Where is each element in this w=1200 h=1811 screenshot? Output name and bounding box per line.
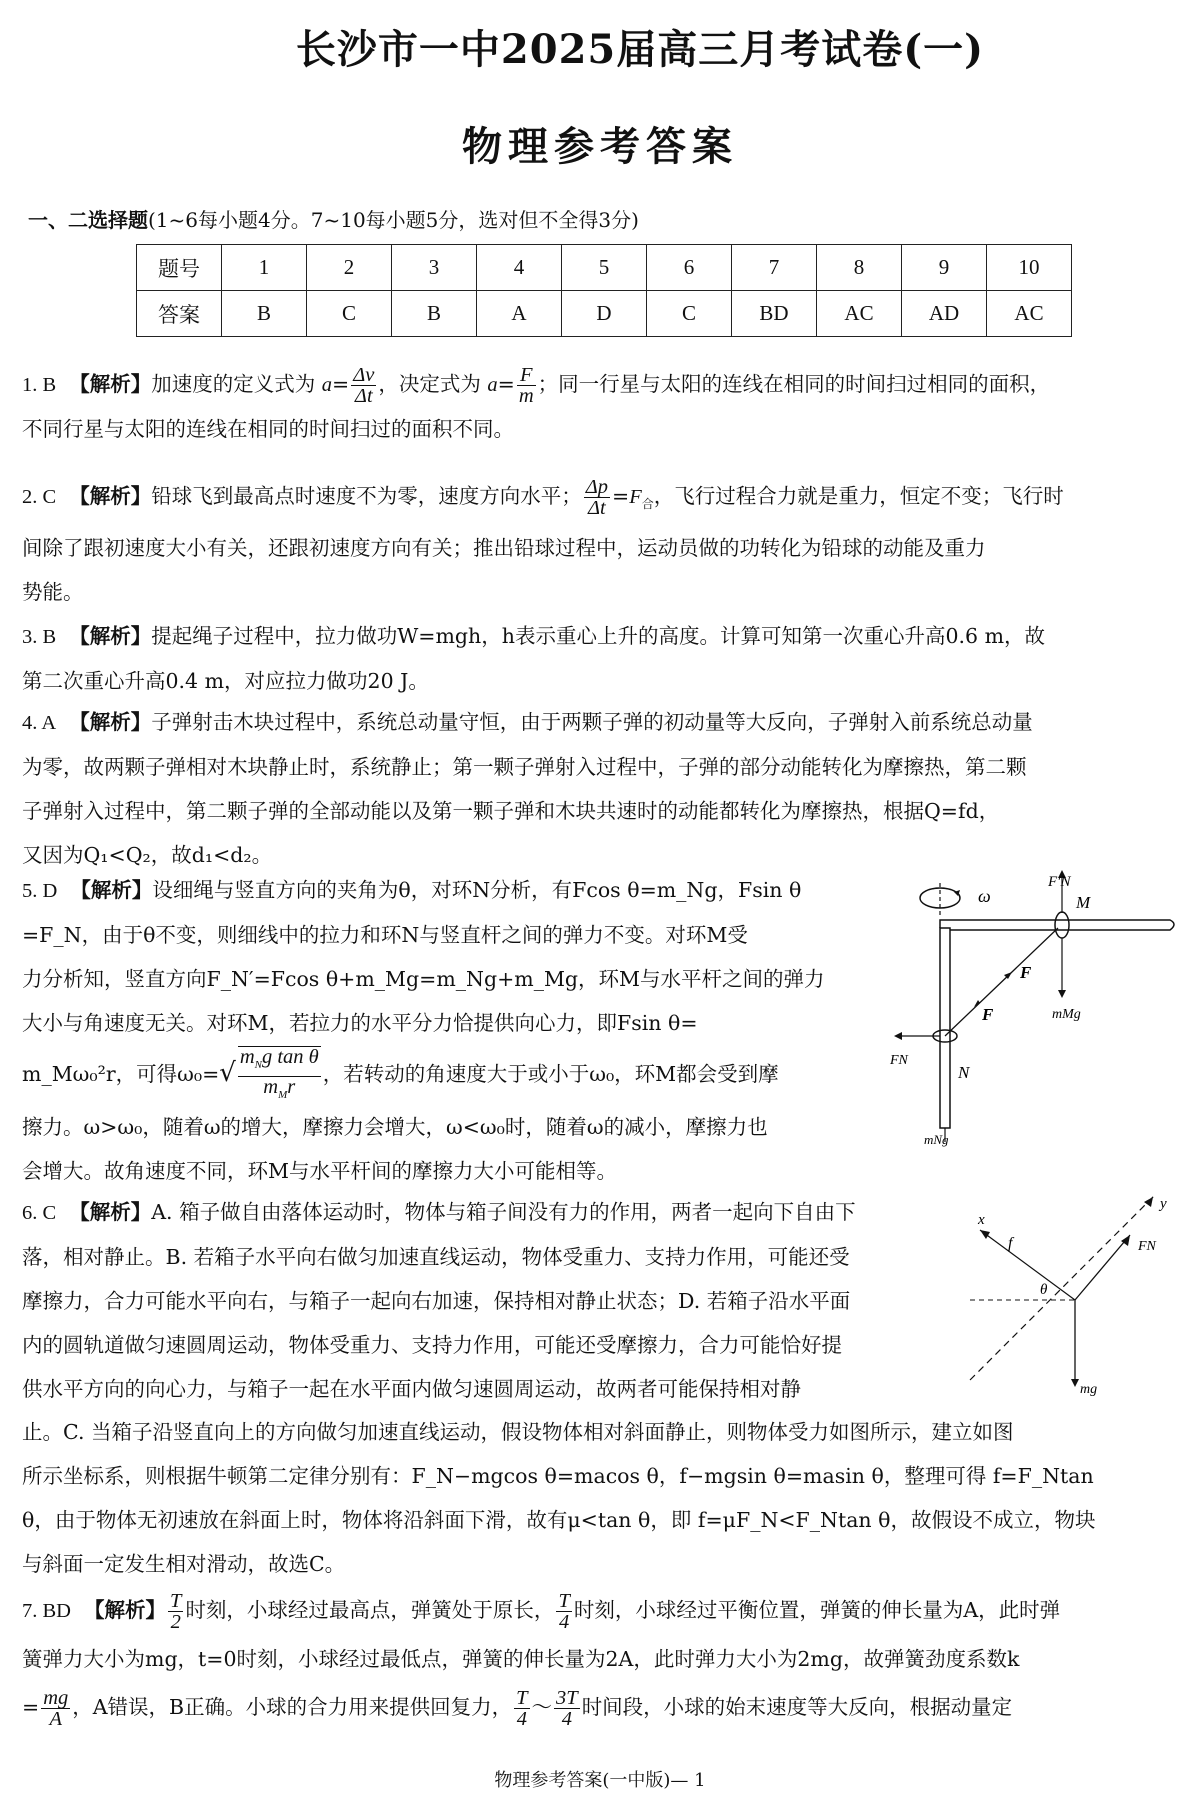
answer-item-7: 7. BD 【解析】 $\frac{T}{2}$ 时刻，小球经过最高点，弹簧处于原长， $\frac{T}{4}$ 时刻，小球经过平衡位置，弹簧的伸长量为A，此时弹 簧弹力大小为mg，t=0时刻，小球经过最低点，弹簧的伸长量为2A，此时弹力大小为2mg，故弹簧劲度系数k = $\frac{mg}{A}$ ，A错误，B正确。小球的合力用来提供回复力， $\frac{T}{4}$ ～ $\frac{3T}{4}$ 时间段，小球的始末速度等大反向，根据动量定 bbox=[22, 1584, 1172, 1733]
table-cell: 2 bbox=[307, 245, 392, 291]
text-line: 设细绳与竖直方向的夹角为θ，对环N分析，有Fcos θ=m_Ng，Fsin θ bbox=[152, 878, 802, 902]
page-footer: 物理参考答案(一中版)— 1 bbox=[494, 1770, 706, 1791]
analysis-tag: 【解析】 bbox=[69, 710, 152, 734]
table-header: 答案 bbox=[137, 291, 222, 337]
answer-item-2: 2. C 【解析】铅球飞到最高点时速度不为零，速度方向水平； $\frac{\Delta p}{\Delta t}$ $=F_合$，飞行过程合力就是重力，恒定不变；飞行时 间除了跟初速度大小有关，还跟初速度方向有关；推出铅球过程中，运动员做的功转化为铅球的动能及重力 势能。 bbox=[22, 474, 1172, 614]
text-line: 力分析知，竖直方向F_N′=Fcos θ+m_Mg=m_Ng+m_Mg，环M与水平杆之间的弹力 bbox=[22, 967, 825, 991]
table-cell: 8 bbox=[817, 245, 902, 291]
table-cell: 3 bbox=[392, 245, 477, 291]
answer-item-3 bbox=[22, 614, 1172, 703]
text-line: 时刻，小球经过平衡位置，弹簧的伸长量为A，此时弹 bbox=[573, 1598, 1061, 1622]
ring-n-label: N bbox=[958, 1063, 970, 1082]
text-line: 铅球飞到最高点时速度不为零，速度方向水平； bbox=[151, 484, 582, 508]
text-line: 子弹射入过程中，第二颗子弹的全部动能以及第一颗子弹和木块共速时的动能都转化为摩擦热，根据Q=fd， bbox=[22, 799, 1000, 823]
text-line: 时刻，小球经过最高点，弹簧处于原长， bbox=[185, 1598, 555, 1622]
analysis-tag: 【解析】 bbox=[69, 372, 152, 396]
text-line: ；同一行星与太阳的连线在相同的时间扫过相同的面积， bbox=[537, 372, 1051, 396]
text-line: ，决定式为 bbox=[378, 372, 481, 396]
table-row bbox=[137, 245, 1072, 291]
text-line: 势能。 bbox=[22, 580, 84, 605]
text-line: 所示坐标系，则根据牛顿第二定律分别有：F_N−mgcos θ=macos θ，f−mgsin θ=masin θ，整理可得 f=F_Ntan bbox=[22, 1464, 1094, 1488]
text-line: 子弹射击木块过程中，系统总动量守恒，由于两颗子弹的初动量等大反向，子弹射入前系统总动量 bbox=[151, 710, 1033, 734]
text-line: 间除了跟初速度大小有关，还跟初速度方向有关；推出铅球过程中，运动员做的功转化为铅球的动能及重力 bbox=[22, 536, 986, 561]
text-line: A. 箱子做自由落体运动时，物体与箱子间没有力的作用，两者一起向下自由下 bbox=[151, 1200, 856, 1224]
table-cell: BD bbox=[732, 291, 817, 337]
fraction-dp-dt: $\frac{\Delta p}{\Delta t}$ bbox=[585, 476, 609, 519]
gravity-label: mg bbox=[1080, 1382, 1098, 1397]
text-line: 大小与角速度无关。对环M，若拉力的水平分力恰提供向心力，即Fsin θ= bbox=[22, 1011, 698, 1035]
text-line: 内的圆轨道做匀速圆周运动，物体受重力、支持力作用，可能还受摩擦力，合力可能恰好提 bbox=[22, 1333, 842, 1357]
text-line: 止。C. 当箱子沿竖直向上的方向做匀加速直线运动，假设物体相对斜面静止，则物体受力如图所示，建立如图 bbox=[22, 1420, 1014, 1444]
section-note: (1~6每小题4分。7~10每小题5分，选对但不全得3分) bbox=[148, 208, 639, 232]
text-line: 落，相对静止。B. 若箱子水平向右做匀加速直线运动，物体受重力、支持力作用，可能还受 bbox=[22, 1245, 850, 1269]
table-cell: 5 bbox=[562, 245, 647, 291]
table-cell: A bbox=[477, 291, 562, 337]
support-force-label: FN bbox=[1138, 1239, 1156, 1254]
analysis-tag: 【解析】 bbox=[69, 624, 152, 648]
section-heading bbox=[28, 204, 639, 233]
answer-table bbox=[136, 244, 1072, 337]
table-row bbox=[137, 291, 1072, 337]
table-cell: 7 bbox=[732, 245, 817, 291]
item-number: 6. C bbox=[22, 1202, 57, 1224]
text-line: ，飞行过程合力就是重力，恒定不变；飞行时 bbox=[653, 484, 1064, 508]
answer-item-6-continued bbox=[22, 1410, 1172, 1586]
weight-m-label: mMg bbox=[1052, 1007, 1081, 1022]
analysis-tag: 【解析】 bbox=[70, 878, 153, 902]
text-line: 供水平方向的向心力，与箱子一起在水平面内做匀速圆周运动，故两者可能保持相对静 bbox=[22, 1377, 801, 1401]
text-line: ，A错误，B正确。小球的合力用来提供回复力， bbox=[72, 1695, 513, 1719]
y-axis-label: y bbox=[1160, 1196, 1167, 1212]
fraction-t-4: $\frac{T}{4}$ bbox=[558, 1590, 570, 1633]
text-line: 又因为Q₁<Q₂，故d₁<d₂。 bbox=[22, 843, 273, 867]
ring-rod-diagram bbox=[880, 868, 1180, 1148]
table-cell: AC bbox=[987, 291, 1072, 337]
text-line: 第二次重心升高0.4 m，对应拉力做功20 J。 bbox=[22, 669, 429, 693]
fraction-sqrt: $\frac{m_Ng \tan \theta}{m_Mr}$ bbox=[238, 1046, 321, 1104]
item-number: 5. D bbox=[22, 880, 58, 902]
weight-n-label: mNg bbox=[924, 1132, 949, 1147]
analysis-tag: 【解析】 bbox=[69, 484, 152, 508]
fraction-mg-a: $\frac{mg}{A}$ bbox=[43, 1687, 69, 1730]
text-line: 摩擦力，合力可能水平向右，与箱子一起向右加速，保持相对静止状态；D. 若箱子沿水平面 bbox=[22, 1289, 851, 1313]
answer-item-5: 5. D 【解析】设细绳与竖直方向的夹角为θ，对环N分析，有Fcos θ=m_Ng，Fsin θ =F_N，由于θ不变，则细线中的拉力和环N与竖直杆之间的弹力不变。对环M受 力分析知，竖直方向F_N′=Fcos θ+m_Mg=m_Ng+m_Mg，环M与水平杆之间的弹力 大小与角速度无关。对环M，若拉力的水平分力恰提供向心力，即Fsin θ= m_Mω₀²r，可得ω₀=√ $\frac{m_Ng \tan \theta}{m_Mr}$ ，若转动的角速度大于或小于ω₀，环M都会受到摩 擦力。ω>ω₀，随着ω的增大，摩擦力会增大，ω<ω₀时，随着ω的减小，摩擦力也 会增大。故角速度不同，环M与水平杆间的摩擦力大小可能相等。 bbox=[22, 868, 892, 1193]
text-line: 会增大。故角速度不同，环M与水平杆间的摩擦力大小可能相等。 bbox=[22, 1158, 617, 1183]
table-cell: D bbox=[562, 291, 647, 337]
analysis-tag: 【解析】 bbox=[84, 1598, 167, 1622]
table-header: 题号 bbox=[137, 245, 222, 291]
x-axis-label: x bbox=[978, 1212, 985, 1228]
table-cell: 6 bbox=[647, 245, 732, 291]
table-cell: AD bbox=[902, 291, 987, 337]
omega-label: ω bbox=[978, 886, 991, 906]
tension-label-lower: F bbox=[982, 1005, 994, 1024]
table-cell: B bbox=[392, 291, 477, 337]
text-line: 与斜面一定发生相对滑动，故选C。 bbox=[22, 1552, 346, 1576]
text-line: 时间段，小球的始末速度等大反向，根据动量定 bbox=[581, 1695, 1013, 1719]
text-line: 不同行星与太阳的连线在相同的时间扫过的面积不同。 bbox=[22, 417, 514, 441]
tension-label-upper: F bbox=[1020, 963, 1032, 982]
item-number: 3. B bbox=[22, 626, 57, 648]
fraction-3t-4: $\frac{3T}{4}$ bbox=[556, 1687, 578, 1730]
incline-force-diagram bbox=[960, 1190, 1180, 1400]
table-cell: AC bbox=[817, 291, 902, 337]
answer-item-4 bbox=[22, 700, 1172, 877]
item-number: 7. BD bbox=[22, 1600, 71, 1622]
fraction-dv-dt: $\frac{\Delta v}{\Delta t}$ bbox=[353, 364, 375, 407]
table-cell: 4 bbox=[477, 245, 562, 291]
text-line: m_Mω₀²r，可得ω₀= bbox=[22, 1062, 220, 1086]
answer-item-6 bbox=[22, 1190, 962, 1411]
table-cell: C bbox=[647, 291, 732, 337]
fraction-t-2: $\frac{T}{2}$ bbox=[170, 1590, 182, 1633]
normal-force-n-label: FN bbox=[890, 1053, 908, 1068]
text-line: 擦力。ω>ω₀，随着ω的增大，摩擦力会增大，ω<ω₀时，随着ω的减小，摩擦力也 bbox=[22, 1114, 768, 1139]
text-line: ，若转动的角速度大于或小于ω₀，环M都会受到摩 bbox=[322, 1062, 779, 1086]
table-cell: B bbox=[222, 291, 307, 337]
section-title: 一、二选择题 bbox=[28, 208, 148, 232]
item-number: 1. B bbox=[22, 374, 57, 396]
table-cell: 9 bbox=[902, 245, 987, 291]
text-line: 簧弹力大小为mg，t=0时刻，小球经过最低点，弹簧的伸长量为2A，此时弹力大小为2mg，故弹簧劲度系数k bbox=[22, 1647, 1020, 1671]
page-title: 长沙市一中2025届高三月考试卷(一) bbox=[295, 26, 985, 73]
text-line: 加速度的定义式为 bbox=[151, 372, 316, 396]
text-line: 为零，故两颗子弹相对木块静止时，系统静止；第一颗子弹射入过程中，子弹的部分动能转化为摩擦热，第二颗 bbox=[22, 755, 1027, 779]
normal-force-label: F′N bbox=[1048, 874, 1071, 890]
theta-label: θ bbox=[1040, 1282, 1048, 1298]
friction-label: f bbox=[1008, 1235, 1013, 1252]
item-number: 4. A bbox=[22, 712, 57, 734]
table-cell: C bbox=[307, 291, 392, 337]
analysis-tag: 【解析】 bbox=[69, 1200, 152, 1224]
item-number: 2. C bbox=[22, 486, 57, 508]
answer-item-1: 1. B 【解析】加速度的定义式为 a= $\frac{\Delta v}{\Delta t}$ ，决定式为 a= $\frac{F}{m}$ ；同一行星与太阳的连线在相同的时间扫过相同的面积， 不同行星与太阳的连线在相同的时间扫过的面积不同。 bbox=[22, 362, 1172, 451]
table-cell: 10 bbox=[987, 245, 1072, 291]
text-line: =F_N，由于θ不变，则细线中的拉力和环N与竖直杆之间的弹力不变。对环M受 bbox=[22, 923, 748, 947]
fraction-t-4-start: $\frac{T}{4}$ bbox=[516, 1687, 528, 1730]
text-line: 提起绳子过程中，拉力做功W=mgh，h表示重心上升的高度。计算可知第一次重心升高0.6 m，故 bbox=[151, 624, 1046, 648]
fraction-f-m: $\frac{F}{m}$ bbox=[518, 364, 534, 407]
table-cell: 1 bbox=[222, 245, 307, 291]
ring-m-label: M bbox=[1076, 893, 1091, 912]
page-subtitle: 物理参考答案 bbox=[462, 123, 738, 170]
text-line: θ，由于物体无初速放在斜面上时，物体将沿斜面下滑，故有μ<tan θ，即 f=μF_N<F_Ntan θ，故假设不成立，物块 bbox=[22, 1508, 1096, 1532]
